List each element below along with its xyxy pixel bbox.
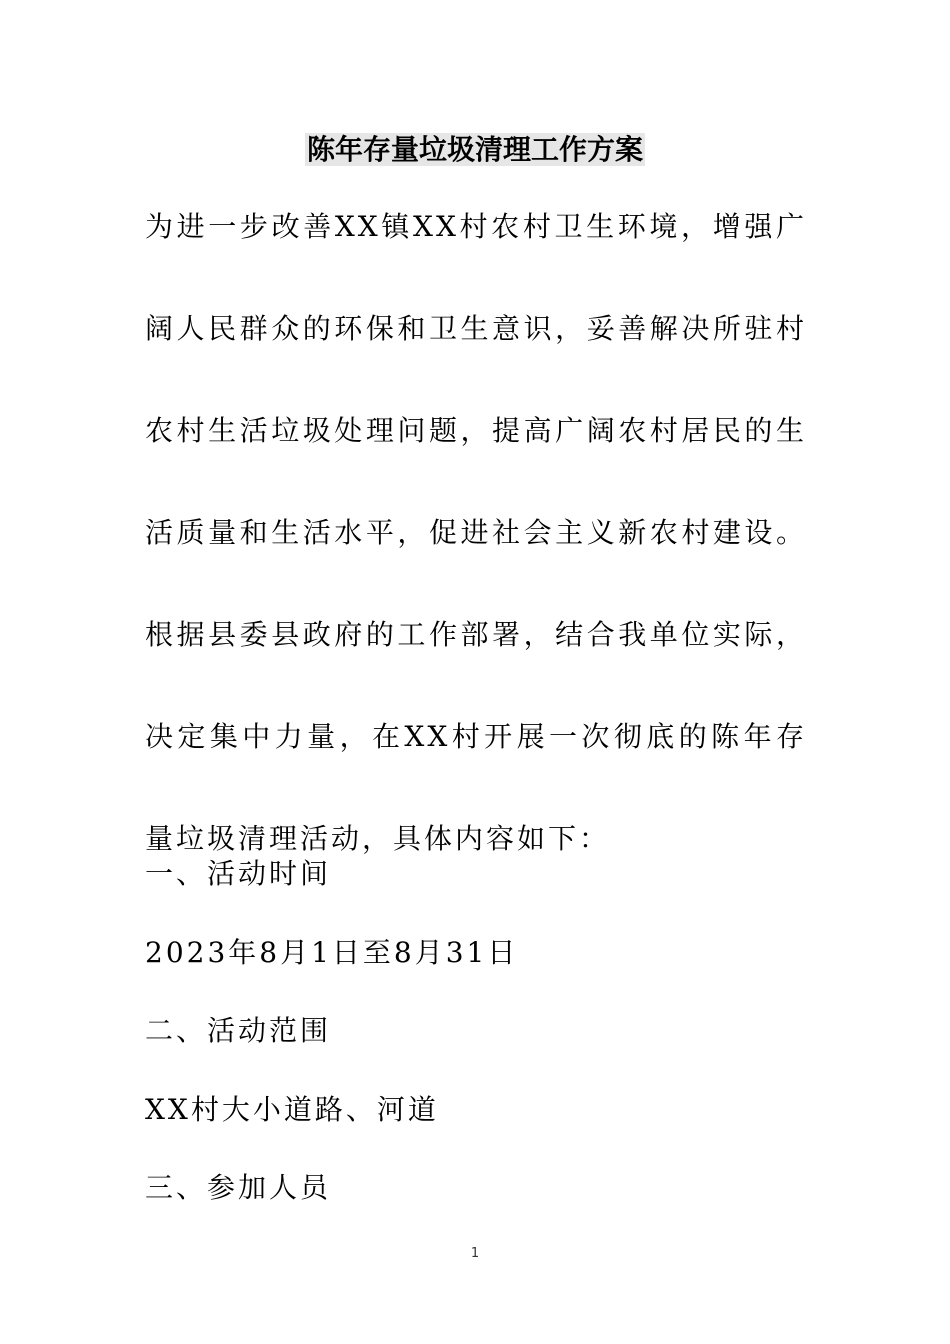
section-heading-scope: 二、活动范围 bbox=[145, 1014, 332, 1047]
section-heading-time: 一、活动时间 bbox=[145, 857, 332, 890]
intro-paragraph: 为进一步改善XX镇XX村农村卫生环境，增强广阔人民群众的环保和卫生意识，妥善解决所驻村农村生活垃圾处理问题，提高广阔农村居民的生活质量和生活水平，促进社会主义新农村建设。根据县委县政府的工作部署，结合我单位实际，决定集中力量，在XX村开展一次彻底的陈年存量垃圾清理活动，具体内容如下： bbox=[145, 210, 807, 855]
section-content-scope: XX村大小道路、河道 bbox=[145, 1093, 439, 1126]
document-title: 陈年存量垃圾清理工作方案 bbox=[306, 133, 643, 166]
section-heading-participants: 三、参加人员 bbox=[145, 1171, 332, 1204]
page-number: 1 bbox=[470, 1246, 480, 1261]
section-content-time: 2023年8月1日至8月31日 bbox=[145, 936, 519, 969]
